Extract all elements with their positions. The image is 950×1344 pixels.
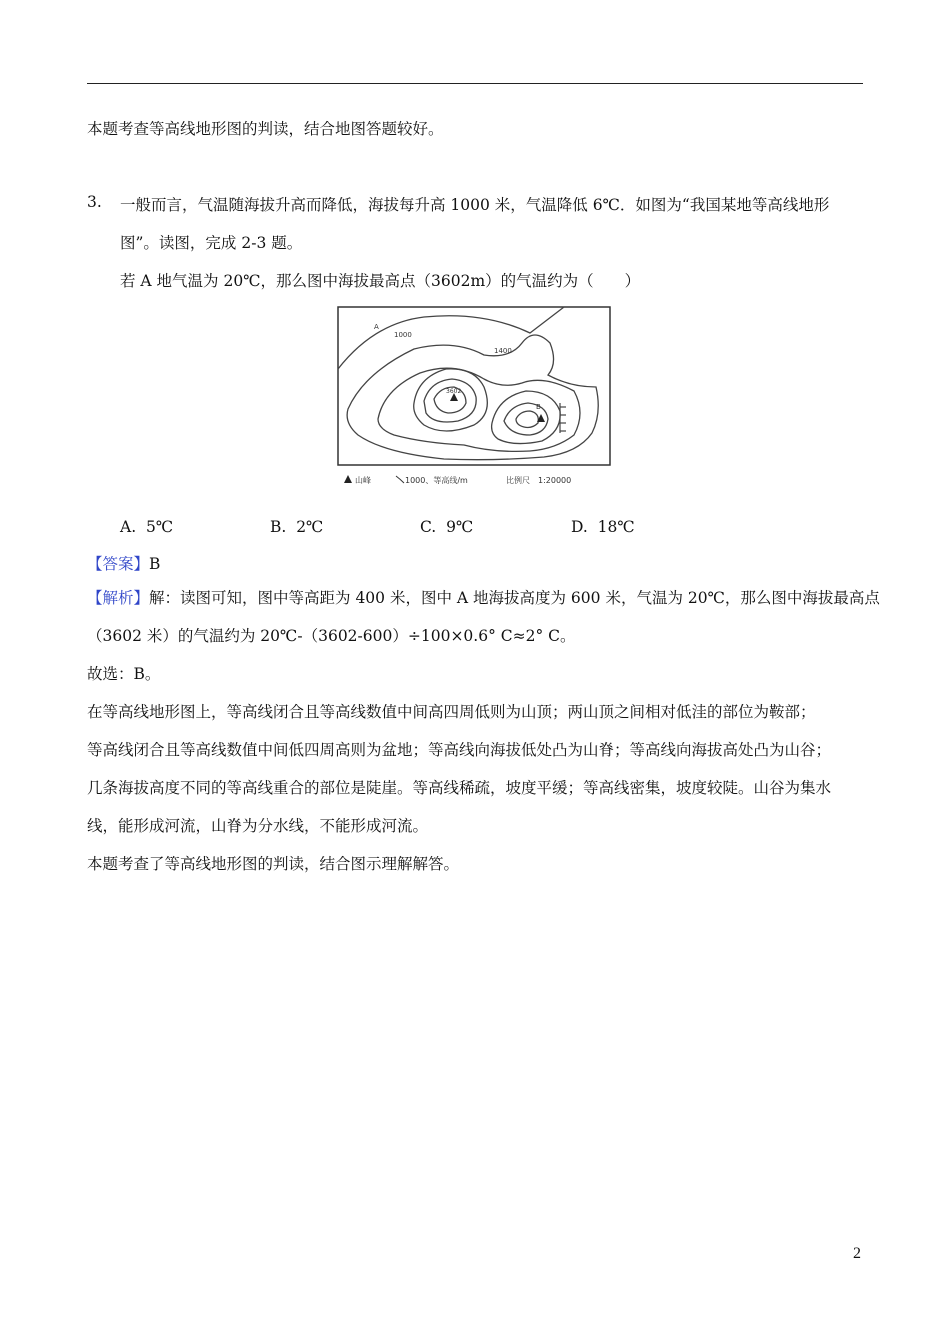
question-number: 3.	[87, 193, 102, 211]
legend-peak: 山峰	[355, 476, 371, 485]
label-A: A	[374, 323, 379, 331]
contour-outer	[338, 307, 564, 369]
option-d-text: 18℃	[597, 518, 635, 536]
analysis-line5: 等高线闭合且等高线数值中间低四周高则为盆地；等高线向海拔低处凸为山脊；等高线向海拔高处凸为山谷；	[87, 741, 832, 759]
contour-map	[334, 303, 614, 495]
option-a-key: A.	[120, 518, 137, 536]
analysis-line7: 线，能形成河流，山脊为分水线，不能形成河流。	[87, 817, 429, 835]
analysis-line6: 几条海拔高度不同的等高线重合的部位是陡崖。等高线稀疏，坡度平缓；等高线密集，坡度较陡。山谷为集水	[87, 779, 832, 797]
analysis-line2: （3602 米）的气温约为 20℃-（3602-600）÷100×0.6° C≈2° C。	[87, 627, 576, 645]
label-1000: 1000	[394, 331, 412, 339]
analysis-text1: 解：读图可知，图中等高距为 400 米，图中 A 地海拔高度为 600 米，气温为 20℃，那么图中海拔最高点	[149, 589, 880, 607]
answer-value: B	[149, 555, 161, 573]
header-summary: 本题考查等高线地形图的判读，结合地图答题较好。	[87, 120, 444, 138]
option-a-text: 5℃	[145, 518, 174, 536]
legend-peak-icon	[344, 475, 352, 483]
label-1400: 1400	[494, 347, 512, 355]
legend-scale: 比例尺 1:20000	[506, 476, 572, 485]
answer-label: 【答案】	[87, 555, 150, 573]
peak2-ring1	[492, 391, 561, 444]
analysis-line1	[87, 586, 880, 608]
contour-1800	[378, 368, 580, 451]
answer-line	[87, 552, 160, 574]
option-d	[571, 518, 635, 536]
peak1-ring2	[424, 379, 476, 422]
legend-contour-icon	[396, 476, 404, 483]
page-number: 2	[853, 1245, 861, 1262]
analysis-line3: 故选：B。	[87, 665, 161, 683]
peak2-ring3	[516, 411, 538, 428]
sub-question: 若 A 地气温为 20℃，那么图中海拔最高点（3602m）的气温约为（ ）	[120, 272, 641, 290]
cliff-marks	[560, 403, 566, 433]
option-b-text: 2℃	[296, 518, 324, 536]
question-stem-line1: 一般而言，气温随海拔升高而降低，海拔每升高 1000 米，气温降低 6℃．如图为“我国某地等高线地形	[120, 196, 830, 214]
question-stem-line2: 图”。读图，完成 2-3 题。	[120, 234, 303, 252]
analysis-line4: 在等高线地形图上，等高线闭合且等高线数值中间高四周低则为山顶；两山顶之间相对低洼的部位为鞍部；	[87, 703, 816, 721]
option-c-key: C.	[420, 518, 437, 536]
option-c	[420, 518, 473, 536]
legend-contour: 1000、等高线/m	[405, 476, 468, 485]
contour-1400	[347, 335, 598, 460]
header-rule	[87, 83, 863, 84]
analysis-label: 【解析】	[87, 589, 150, 607]
analysis-line8: 本题考查了等高线地形图的判读，结合图示理解解答。	[87, 855, 460, 873]
option-a	[120, 518, 173, 536]
option-c-text: 9℃	[446, 518, 474, 536]
option-b-key: B.	[270, 518, 287, 536]
map-frame	[338, 307, 610, 465]
contour-map-figure	[334, 303, 614, 495]
label-B: B	[536, 403, 541, 411]
label-peak-3602: 3602	[446, 388, 462, 395]
option-d-key: D.	[571, 518, 588, 536]
option-b	[270, 518, 323, 536]
